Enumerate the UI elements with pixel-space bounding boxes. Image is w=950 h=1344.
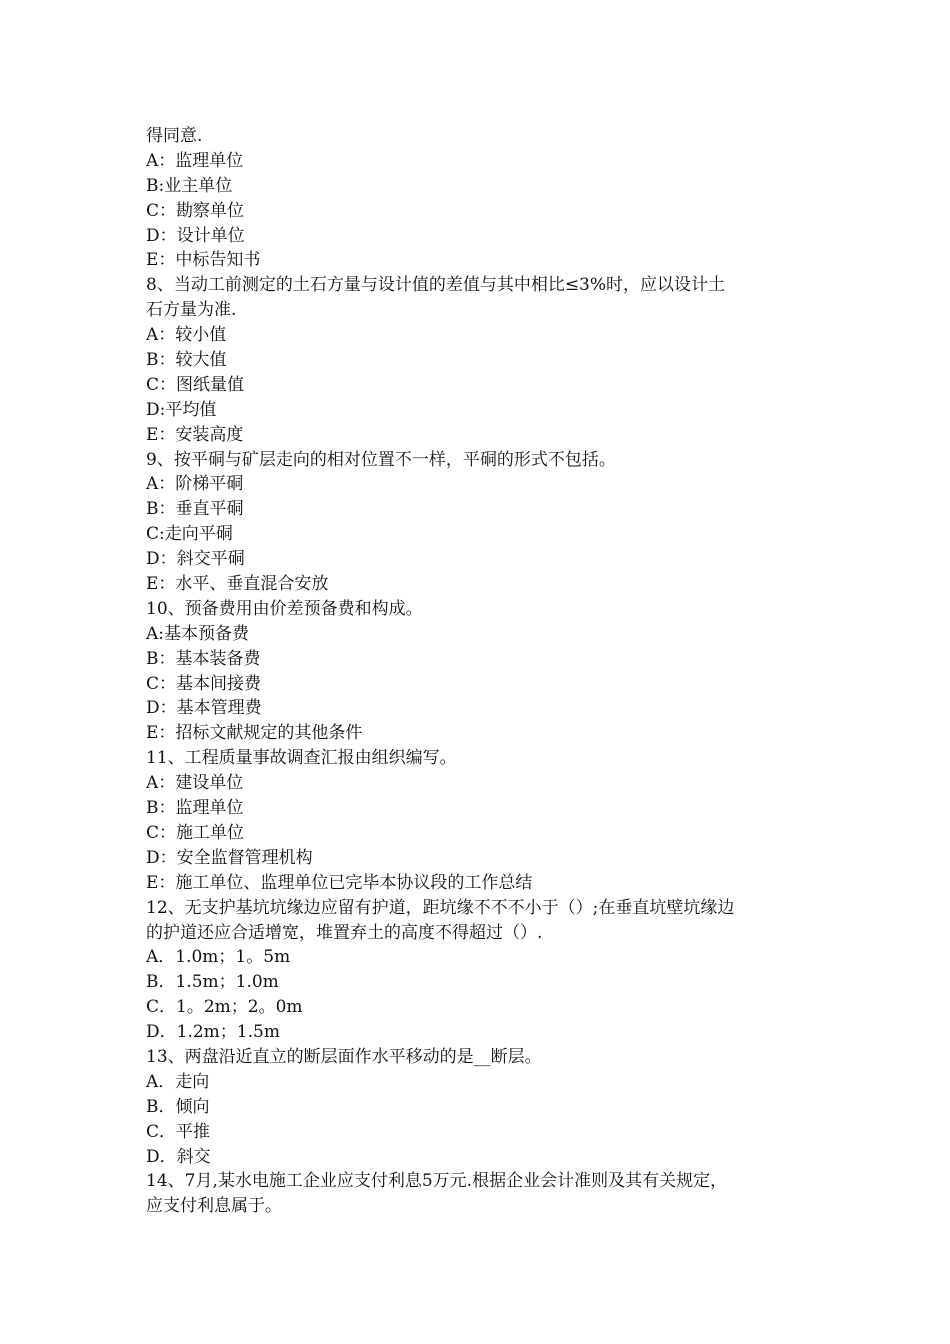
option-b: B．倾向 (146, 1096, 210, 1117)
document-page (146, 124, 814, 1219)
option-e: E：水平、垂直混合安放 (146, 574, 329, 595)
option-e: E：招标文献规定的其他条件 (146, 723, 363, 744)
option-b: B：垂直平硐 (146, 499, 244, 520)
option-c: C：图纸量值 (146, 374, 245, 395)
text-line: 得同意. (146, 126, 203, 146)
option-e: E：安装高度 (146, 424, 244, 445)
option-e: E：施工单位、监理单位已完毕本协议段的工作总结 (146, 872, 533, 893)
question-9: 9、按平硐与矿层走向的相对位置不一样，平硐的形式不包括。 (146, 449, 616, 470)
question-12-cont: 的护道还应合适增宽，堆置弃土的高度不得超过（）. (146, 922, 543, 943)
option-a: A：阶梯平硐 (146, 474, 244, 495)
option-d: D．1.2m；1.5m (146, 1022, 280, 1043)
option-c: C：勘察单位 (146, 200, 245, 221)
option-a: A：较小值 (146, 325, 227, 346)
option-d: D:平均值 (146, 399, 217, 420)
option-a: A：监理单位 (146, 150, 244, 171)
question-8-cont: 石方量为准. (146, 300, 237, 321)
question-14: 14、7月,某水电施工企业应支付利息5万元.根据企业会计准则及其有关规定， (146, 1171, 728, 1192)
option-d: D．斜交 (146, 1146, 211, 1167)
option-d: D：基本管理费 (146, 698, 262, 719)
option-b: B：较大值 (146, 350, 227, 371)
option-b: B:业主单位 (146, 175, 233, 196)
question-13: 13、两盘沿近直立的断层面作水平移动的是__断层。 (146, 1046, 542, 1067)
option-d: D：设计单位 (146, 225, 245, 246)
option-a: A．1.0m；1。5m (146, 947, 291, 968)
question-10: 10、预备费用由价差预备费和构成。 (146, 598, 423, 619)
option-c: C：基本间接费 (146, 673, 262, 694)
option-b: B．1.5m；1.0m (146, 972, 279, 993)
option-a: A：建设单位 (146, 773, 244, 794)
option-b: B：监理单位 (146, 798, 244, 819)
option-b: B：基本装备费 (146, 648, 261, 669)
option-c: C．1。2m；2。0m (146, 997, 303, 1018)
question-14-cont: 应支付利息属于。 (146, 1196, 282, 1217)
question-11: 11、工程质量事故调查汇报由组织编写。 (146, 748, 457, 769)
option-d: D：安全监督管理机构 (146, 847, 313, 868)
option-c: C．平推 (146, 1121, 211, 1142)
question-8: 8、当动工前测定的土石方量与设计值的差值与其中相比≤3%时，应以设计土 (146, 275, 726, 296)
option-a: A．走向 (146, 1071, 210, 1092)
option-a: A:基本预备费 (146, 623, 250, 644)
option-c: C:走向平硐 (146, 524, 233, 545)
option-c: C：施工单位 (146, 822, 245, 843)
option-e: E：中标告知书 (146, 250, 261, 271)
option-d: D：斜交平硐 (146, 549, 245, 570)
question-12: 12、无支护基坑坑缘边应留有护道，距坑缘不不不小于（）;在垂直坑壁坑缘边 (146, 897, 735, 918)
